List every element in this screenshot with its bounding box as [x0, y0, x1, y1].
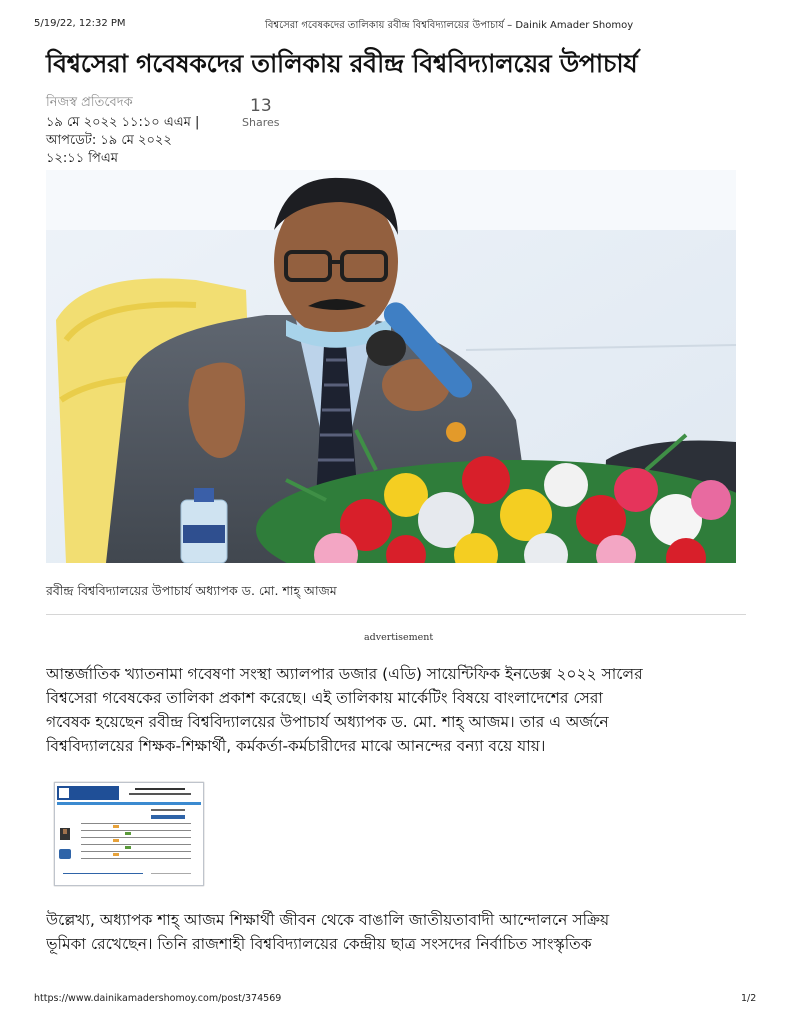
paragraph-line: ভূমিকা রেখেছেন। তিনি রাজশাহী বিশ্ববিদ্যালয়ের কেন্দ্রীয় ছাত্র সংসদের নির্বাচিত সাংস্কৃতিক — [46, 935, 592, 953]
article-headline: বিশ্বসেরা গবেষকদের তালিকায় রবীন্দ্র বিশ্ববিদ্যালয়ের উপাচার্য — [46, 49, 638, 78]
article-byline[interactable]: নিজস্ব প্রতিবেদক — [46, 95, 133, 110]
published-date: ১৯ মে ২০২২ ১১:১০ এএম | — [46, 115, 200, 130]
article-paragraph-1 — [46, 662, 746, 758]
image-caption: রবীন্দ্র বিশ্ববিদ্যালয়ের উপাচার্য অধ্যাপক ড. মো. শাহ্ আজম — [46, 583, 337, 598]
advertisement-label: advertisement — [364, 632, 434, 643]
updated-time: ১২:১১ পিএম — [46, 151, 118, 166]
document-thumbnail — [55, 783, 203, 885]
updated-date: আপডেট: ১৯ মে ২০২২ — [46, 133, 172, 148]
paragraph-line: গবেষক হয়েছেন রবীন্দ্র বিশ্ববিদ্যালয়ের উপাচার্য অধ্যাপক ড. মো. শাহ্ আজম। তার এ অর্জনে — [46, 713, 609, 731]
paragraph-line: উল্লেখ্য, অধ্যাপক শাহ্ আজম শিক্ষার্থী জীবন থেকে বাঙালি জাতীয়তাবাদী আন্দোলনে সক্রিয় — [46, 911, 610, 929]
print-footer-url[interactable]: https://www.dainikamadershomoy.com/post/374569 — [34, 993, 282, 1004]
article-paragraph-2 — [46, 908, 746, 956]
paragraph-line: বিশ্বসেরা গবেষকের তালিকা প্রকাশ করেছে। এই তালিকায় মার্কেটিং বিষয়ে বাংলাদেশের সেরা — [46, 689, 603, 707]
print-page-title: বিশ্বসেরা গবেষকদের তালিকায় রবীন্দ্র বিশ্ববিদ্যালয়ের উপাচার্য – Dainik Amader Shomoy — [265, 20, 634, 31]
embedded-document-image[interactable] — [54, 782, 204, 886]
page-number: 1/2 — [741, 993, 757, 1004]
paragraph-line: বিশ্ববিদ্যালয়ের শিক্ষক-শিক্ষার্থী, কর্মকর্তা-কর্মচারীদের মাঝে আনন্দের বন্যা বয়ে যায়। — [46, 737, 546, 755]
print-datetime: 5/19/22, 12:32 PM — [34, 18, 126, 29]
paragraph-line: আন্তর্জাতিক খ্যাতনামা গবেষণা সংস্থা অ্যালপার ডজার (এডি) সায়েন্টিফিক ইনডেক্স ২০২২ সালের — [46, 665, 643, 683]
hero-photo-illustration — [46, 170, 736, 563]
hero-photo — [46, 170, 736, 563]
divider — [46, 614, 746, 615]
share-count: 13 — [250, 96, 272, 116]
share-label: Shares — [242, 116, 280, 129]
